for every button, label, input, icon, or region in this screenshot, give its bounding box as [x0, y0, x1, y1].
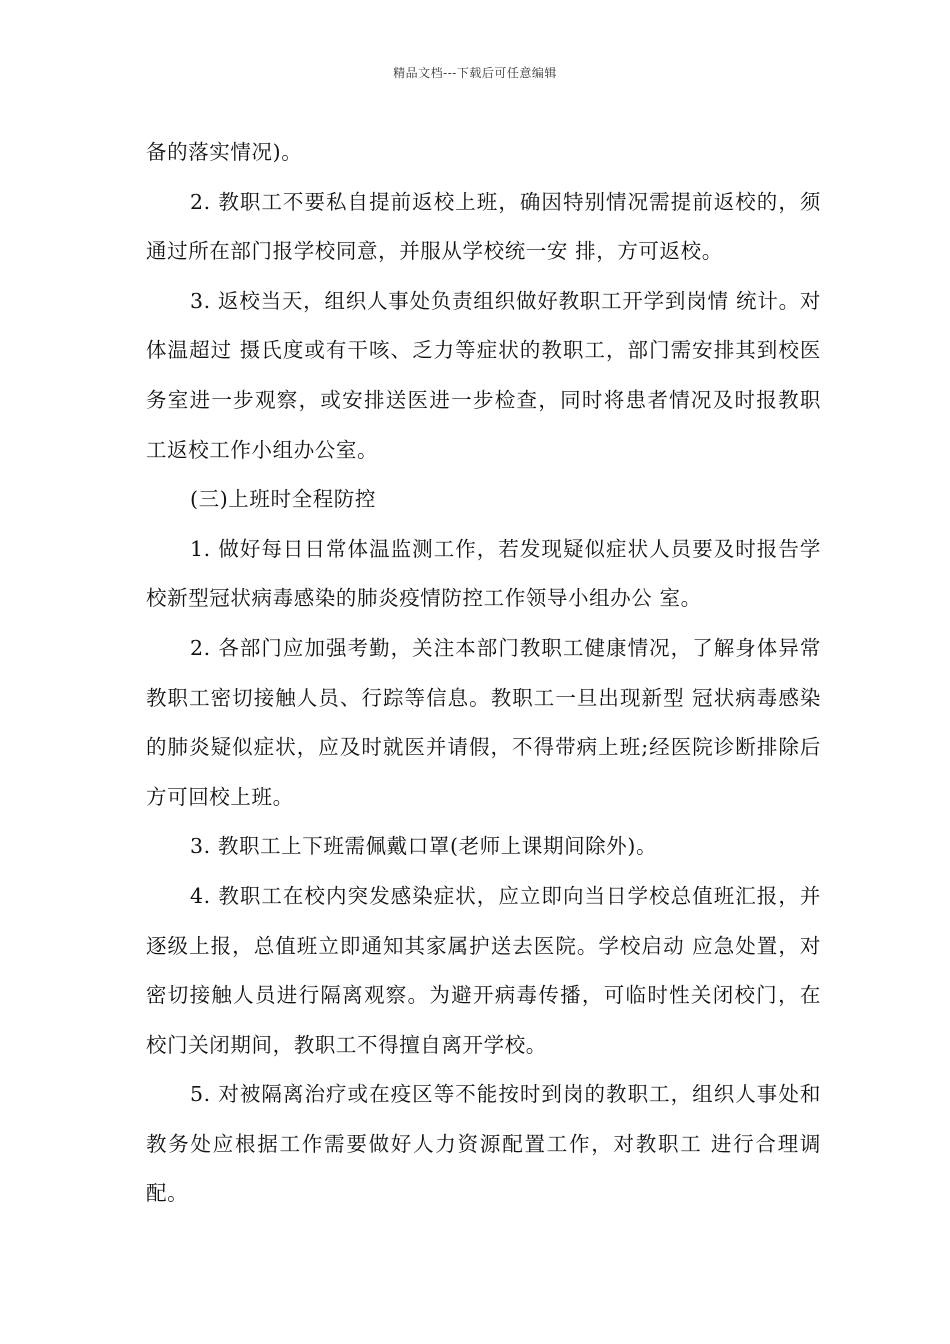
paragraph-item-3-masks: 3. 教职工上下班需佩戴口罩(老师上课期间除外)。: [190, 834, 658, 859]
paragraph-item-2-attendance: 2. 各部门应加强考勤，关注本部门教职工健康情况，了解身体异常教职工密切接触人员、行踪等信息。教职工一旦出现新型 冠状病毒感染的肺炎疑似症状，应及时就医并请假，不得带病上班;经医院诊断排除后方可回校上班。: [146, 635, 821, 809]
paragraph-item-5-staffing: 5. 对被隔离治疗或在疫区等不能按时到岗的教职工，组织人事处和教务处应根据工作需要做好人力资源配置工作，对教职工 进行合理调配。: [146, 1082, 821, 1206]
document-body: [146, 128, 821, 1219]
page-header: 精品文档---下载后可任意编辑: [393, 66, 557, 80]
paragraph-item-4-emergency: 4. 教职工在校内突发感染症状，应立即向当日学校总值班汇报，并逐级上报，总值班立即通知其家属护送去医院。学校启动 应急处置，对密切接触人员进行隔离观察。为避开病毒传播，可临时性关闭校门，在校门关闭期间，教职工不得擅自离开学校。: [146, 883, 821, 1057]
paragraph-item-1-temperature: 1. 做好每日日常体温监测工作，若发现疑似症状人员要及时报告学校新型冠状病毒感染的肺炎疫情防控工作领导小组办公 室。: [146, 536, 821, 611]
section-heading-work-prevention: (三)上班时全程防控: [190, 487, 376, 512]
paragraph-item-3-return-day: 3. 返校当天，组织人事处负责组织做好教职工开学到岗情 统计。对体温超过 摄氏度或有干咳、乏力等症状的教职工，部门需安排其到校医务室进一步观察，或安排送医进一步检查，同时将患者情况及时报教职工返校工作小组办公室。: [146, 288, 821, 462]
paragraph-continuation: 备的落实情况)。: [146, 140, 303, 164]
paragraph-item-2-early-return: 2. 教职工不要私自提前返校上班，确因特别情况需提前返校的，须通过所在部门报学校同意，并服从学校统一安 排，方可返校。: [146, 189, 821, 264]
